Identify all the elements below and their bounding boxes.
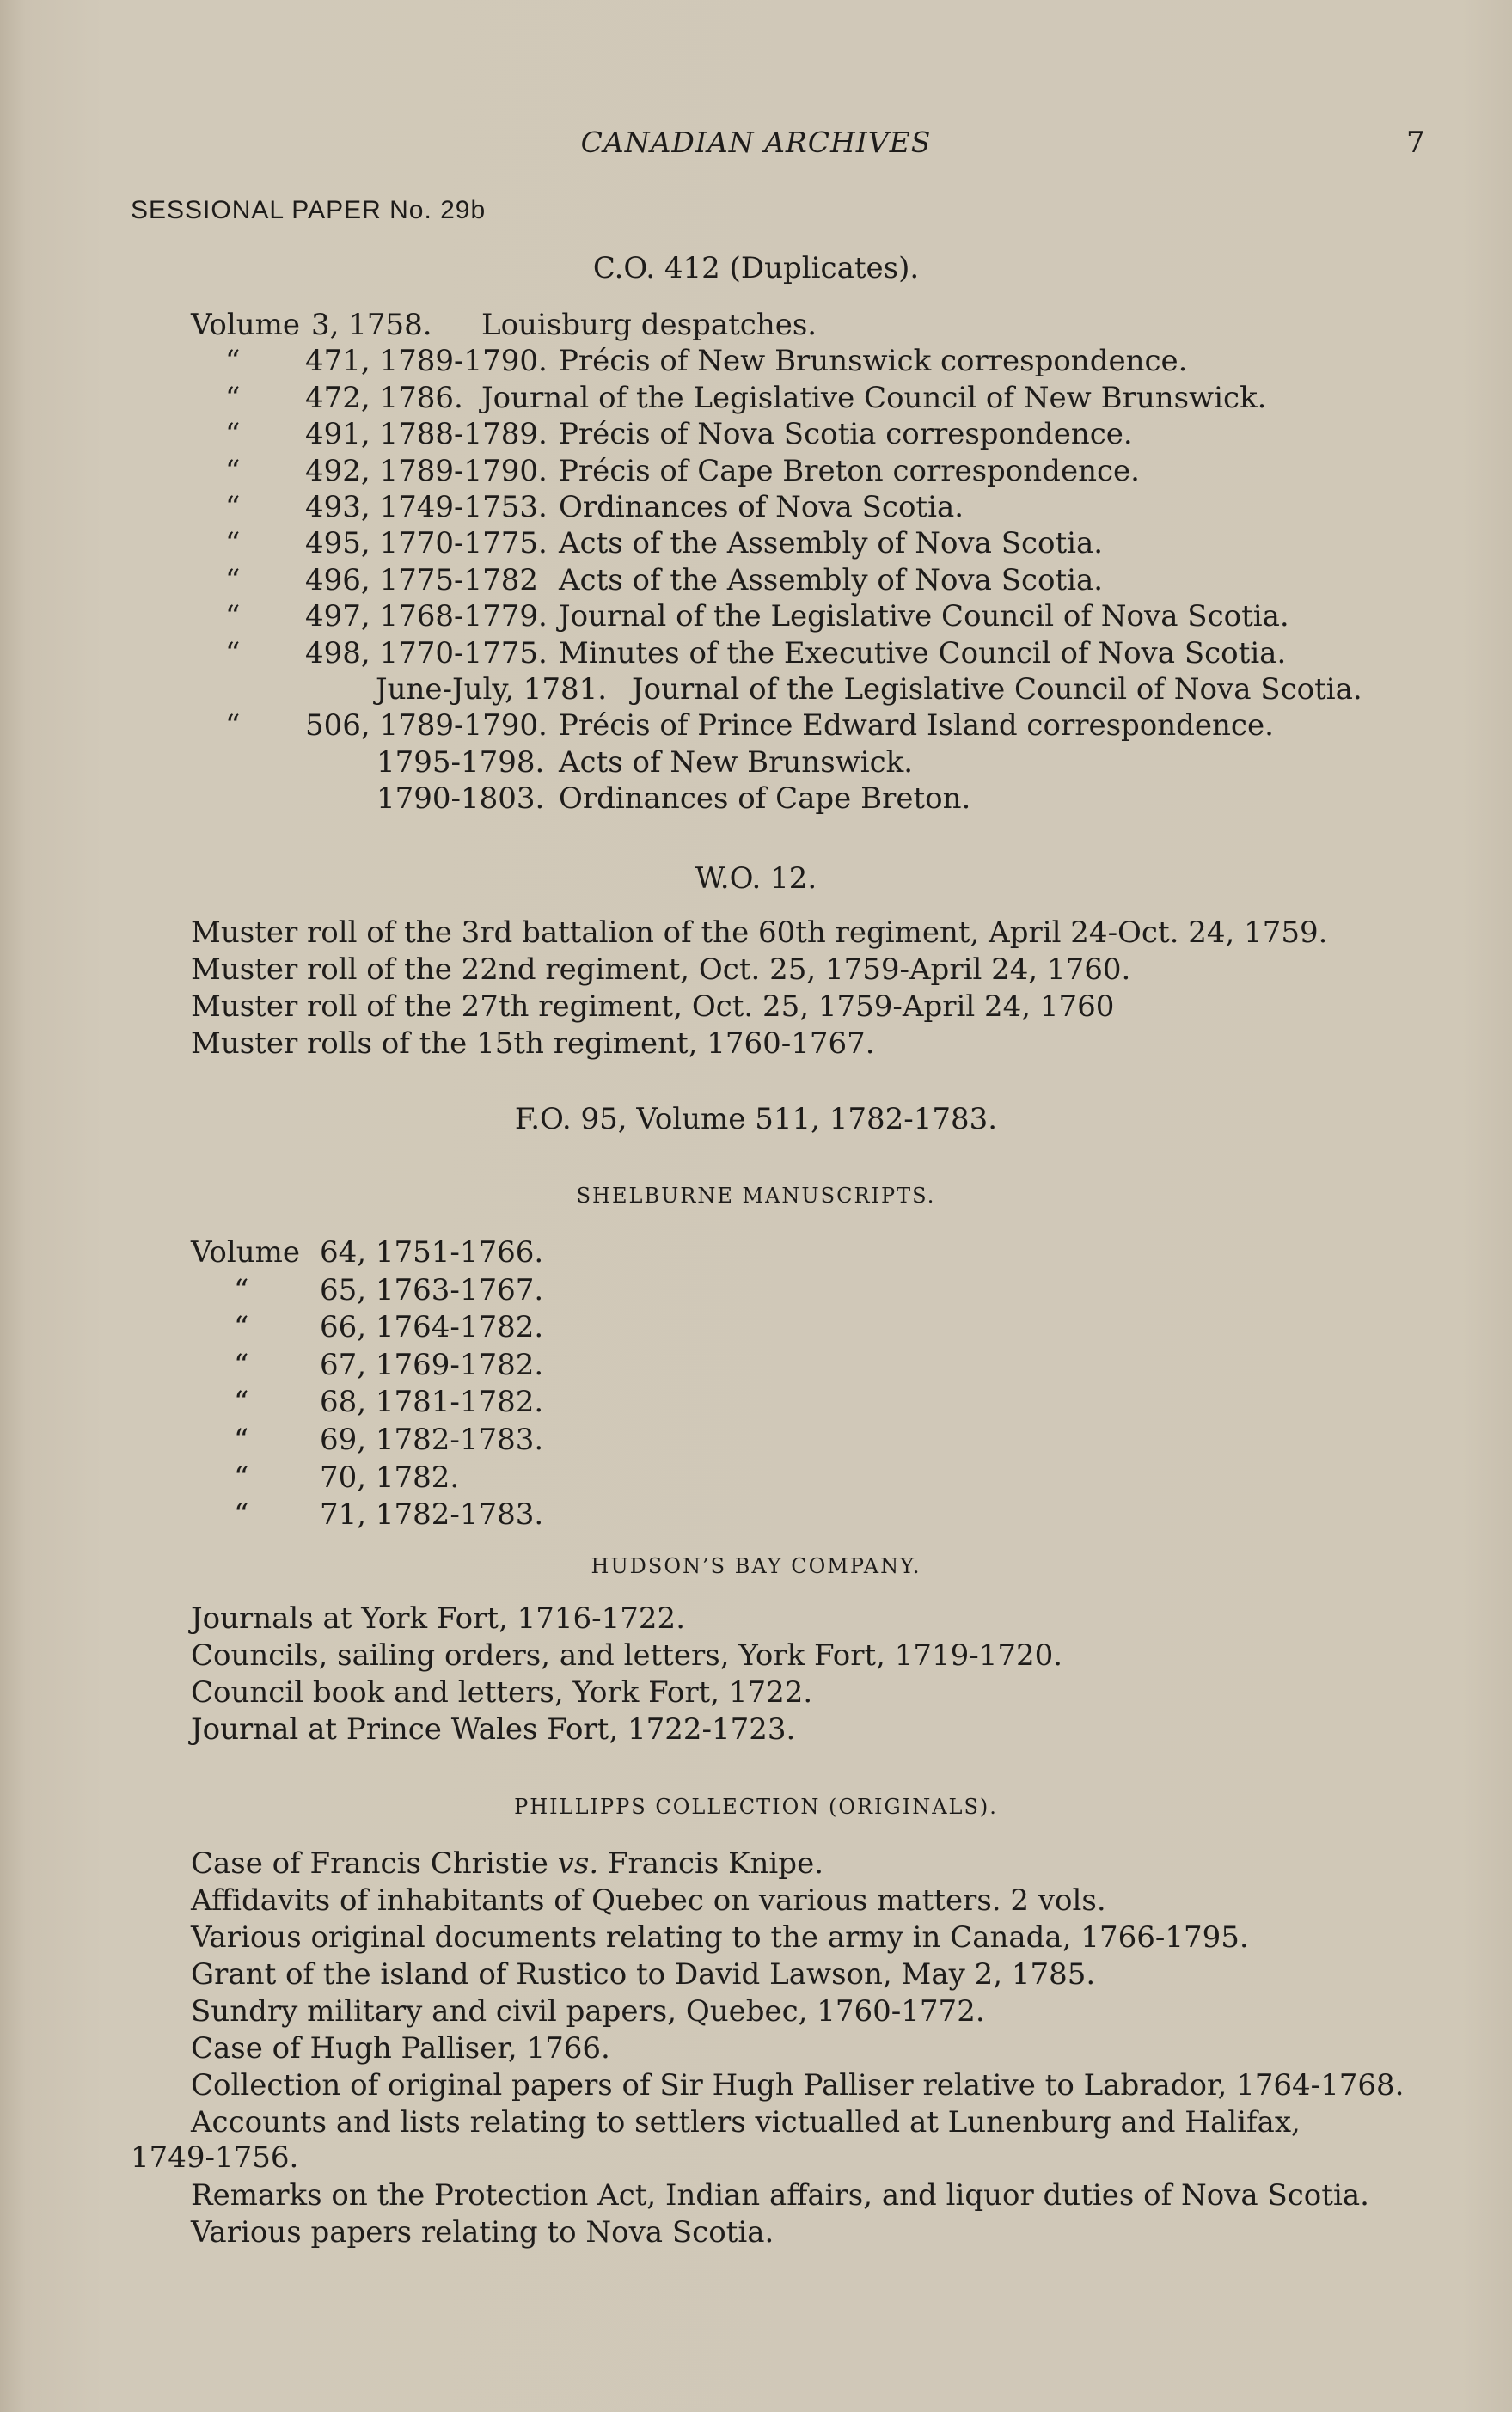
volume-reference: 495, 1770-1775. <box>305 526 548 560</box>
volume-reference: 497, 1768-1779. <box>305 599 548 634</box>
hudsons-bay-heading: HUDSON’S BAY COMPANY. <box>591 1554 921 1578</box>
volume-description: Minutes of the Executive Council of Nova Scotia. <box>559 636 1287 670</box>
phillipps-line: Grant of the island of Rustico to David Lawson, May 2, 1785. <box>191 1957 1096 1992</box>
ditto-mark: “ <box>234 1460 249 1495</box>
running-head: CANADIAN ARCHIVES <box>580 125 932 159</box>
ditto-mark: “ <box>225 344 241 378</box>
hudsons-bay-line: Council book and letters, York Fort, 1722. <box>191 1675 813 1710</box>
volume-reference: 67, 1769-1782. <box>320 1348 544 1382</box>
phillipps-line: Various papers relating to Nova Scotia. <box>191 2215 774 2250</box>
volume-label: Volume <box>191 308 301 342</box>
volume-description: Ordinances of Cape Breton. <box>559 781 971 816</box>
phillipps-line: Case of Hugh Palliser, 1766. <box>191 2031 610 2066</box>
sessional-paper-label: SESSIONAL PAPER No. 29b <box>131 196 487 224</box>
ditto-mark: “ <box>225 563 241 597</box>
volume-description: Louisburg despatches. <box>481 308 817 342</box>
phillipps-line: Sundry military and civil papers, Quebec, 1760-1772. <box>191 1994 985 2029</box>
volume-reference: 498, 1770-1775. <box>305 636 548 670</box>
volume-reference: 493, 1749-1753. <box>305 490 548 524</box>
phillipps-line <box>191 1846 823 1882</box>
volume-reference: June-July, 1781. <box>376 672 608 707</box>
phillipps-line: Collection of original papers of Sir Hugh Palliser relative to Labrador, 1764-1768. <box>191 2068 1405 2103</box>
co412-heading: C.O. 412 (Duplicates). <box>592 251 920 285</box>
volume-reference: 506, 1789-1790. <box>305 708 548 743</box>
phillipps-line1-pre: Case of Francis Christie <box>191 1846 558 1881</box>
ditto-mark: “ <box>234 1273 249 1307</box>
volume-description: Journal of the Legislative Council of Nova Scotia. <box>632 672 1362 707</box>
hudsons-bay-line: Journals at York Fort, 1716-1722. <box>191 1601 685 1636</box>
ditto-mark: “ <box>234 1310 249 1344</box>
volume-reference: 65, 1763-1767. <box>320 1273 544 1307</box>
volume-description: Précis of Cape Breton correspondence. <box>559 454 1140 488</box>
volume-reference: 66, 1764-1782. <box>320 1310 544 1344</box>
ditto-mark: “ <box>225 454 241 488</box>
volume-reference: 64, 1751-1766. <box>320 1235 544 1270</box>
volume-reference: 1790-1803. <box>376 781 545 816</box>
shelburne-heading: SHELBURNE MANUSCRIPTS. <box>576 1184 936 1208</box>
volume-description: Précis of New Brunswick correspondence. <box>559 344 1188 378</box>
phillipps-line1-post: Francis Knipe. <box>598 1846 823 1881</box>
volume-description: Acts of New Brunswick. <box>559 745 914 780</box>
volume-reference: 496, 1775-1782 <box>305 563 539 597</box>
volume-description: Acts of the Assembly of Nova Scotia. <box>559 563 1104 597</box>
volume-reference: 68, 1781-1782. <box>320 1385 544 1419</box>
volume-description: Précis of Prince Edward Island correspondence. <box>559 708 1274 743</box>
volume-description: Journal of the Legislative Council of New Brunswick. <box>481 381 1267 415</box>
ditto-mark: “ <box>225 381 241 415</box>
phillipps-heading: PHILLIPPS COLLECTION (ORIGINALS). <box>514 1795 998 1819</box>
wo12-line: Muster roll of the 22nd regiment, Oct. 25, 1759-April 24, 1760. <box>191 952 1131 987</box>
volume-description: Journal of the Legislative Council of Nova Scotia. <box>559 599 1289 634</box>
ditto-mark: “ <box>225 526 241 560</box>
volume-description: Ordinances of Nova Scotia. <box>559 490 964 524</box>
page-number: 7 <box>1406 125 1425 160</box>
ditto-mark: “ <box>225 417 241 451</box>
phillipps-line1-vs: vs. <box>557 1846 599 1881</box>
ditto-mark: “ <box>234 1497 249 1532</box>
wo12-line: Muster roll of the 3rd battalion of the 60th regiment, April 24-Oct. 24, 1759. <box>191 915 1328 950</box>
volume-reference: 1795-1798. <box>376 745 545 780</box>
phillipps-line: Accounts and lists relating to settlers victualled at Lunenburg and Halifax, <box>191 2105 1301 2140</box>
volume-reference: 491, 1788-1789. <box>305 417 548 451</box>
ditto-mark: “ <box>225 599 241 634</box>
phillipps-line: Remarks on the Protection Act, Indian affairs, and liquor duties of Nova Scotia. <box>191 2178 1369 2213</box>
wo12-line: Muster rolls of the 15th regiment, 1760-1767. <box>191 1026 875 1061</box>
phillipps-line: Affidavits of inhabitants of Quebec on various matters. 2 vols. <box>191 1883 1106 1918</box>
ditto-mark: “ <box>225 636 241 670</box>
ditto-mark: “ <box>225 490 241 524</box>
volume-reference: 471, 1789-1790. <box>305 344 548 378</box>
fo95-heading: F.O. 95, Volume 511, 1782-1783. <box>514 1102 998 1136</box>
ditto-mark: “ <box>234 1348 249 1382</box>
hudsons-bay-line: Journal at Prince Wales Fort, 1722-1723. <box>191 1712 796 1747</box>
wo12-line: Muster roll of the 27th regiment, Oct. 25, 1759-April 24, 1760 <box>191 989 1115 1024</box>
phillipps-line: 1749-1756. <box>131 2140 299 2175</box>
ditto-mark: “ <box>234 1385 249 1419</box>
wo12-heading: W.O. 12. <box>695 861 817 896</box>
ditto-mark: “ <box>234 1423 249 1457</box>
volume-reference: 70, 1782. <box>320 1460 460 1495</box>
volume-reference: 69, 1782-1783. <box>320 1423 544 1457</box>
ditto-mark: “ <box>225 708 241 743</box>
phillipps-line: Various original documents relating to the army in Canada, 1766-1795. <box>191 1920 1249 1955</box>
volume-label: Volume <box>191 1235 301 1270</box>
volume-reference: 71, 1782-1783. <box>320 1497 544 1532</box>
volume-reference: 492, 1789-1790. <box>305 454 548 488</box>
volume-description: Acts of the Assembly of Nova Scotia. <box>559 526 1104 560</box>
volume-reference: 472, 1786. <box>305 381 463 415</box>
volume-reference: 3, 1758. <box>311 308 432 342</box>
hudsons-bay-line: Councils, sailing orders, and letters, York Fort, 1719-1720. <box>191 1638 1063 1673</box>
volume-description: Précis of Nova Scotia correspondence. <box>559 417 1133 451</box>
